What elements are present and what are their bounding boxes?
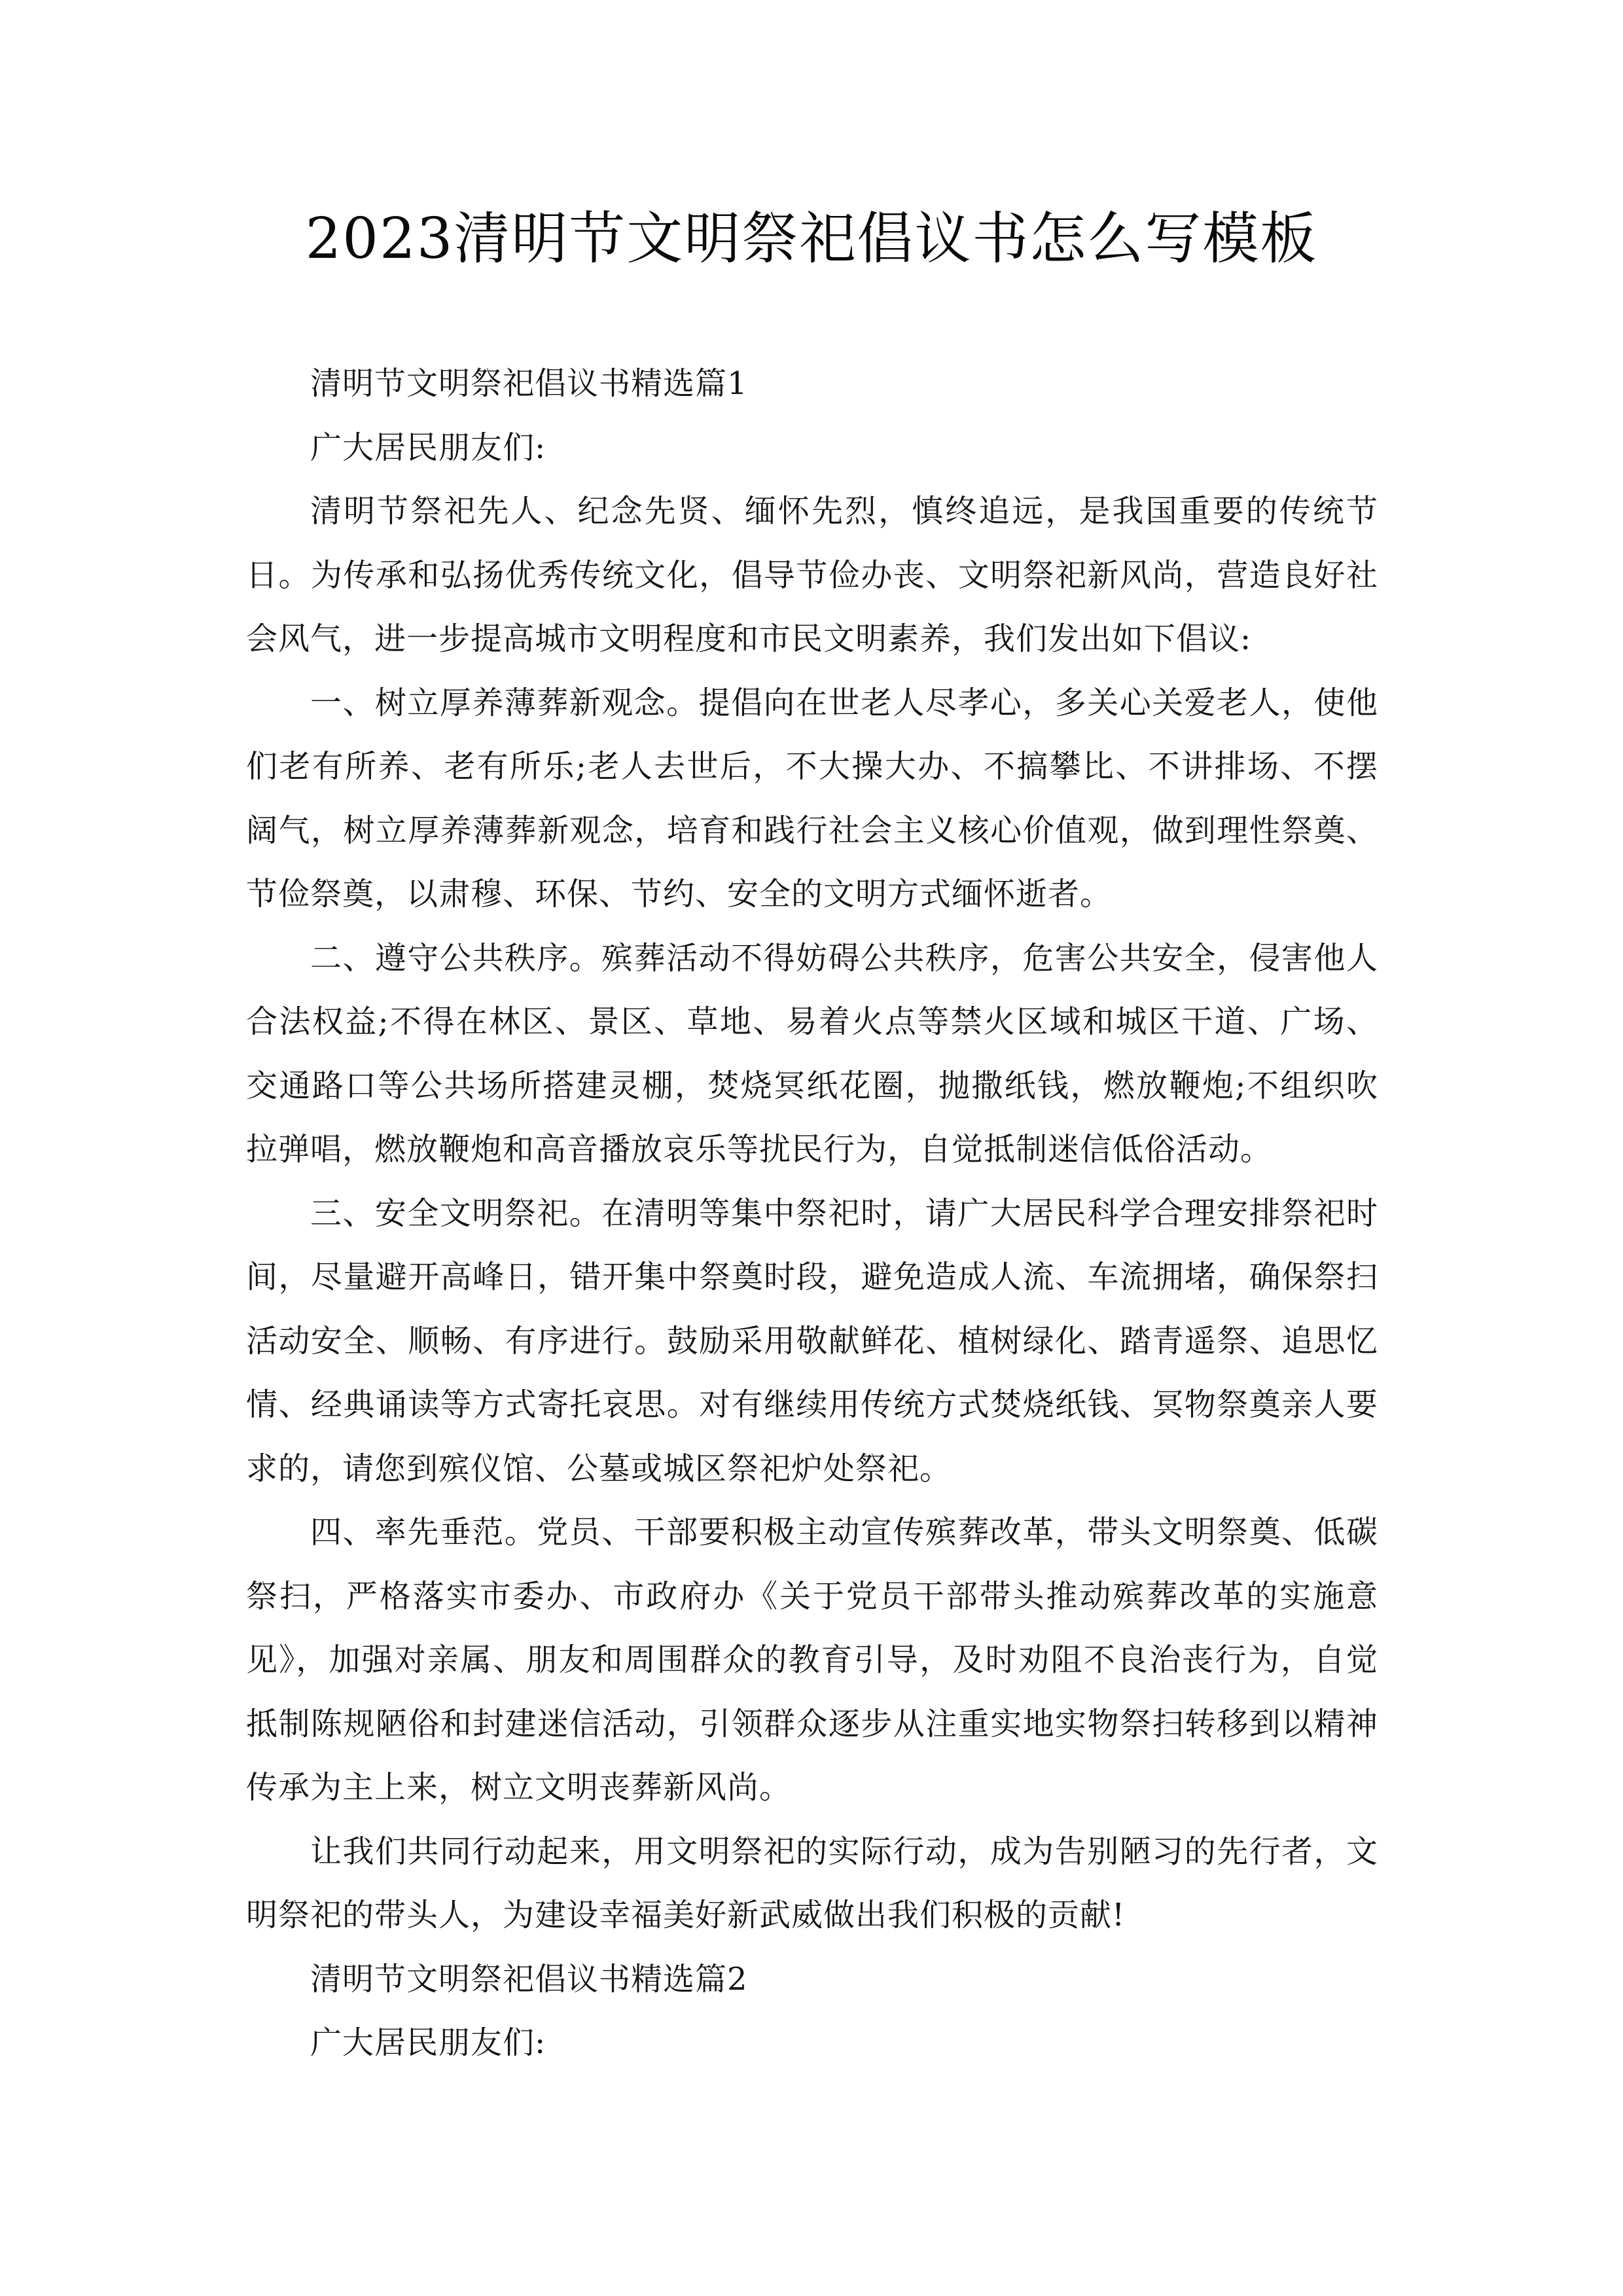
document-title: 2023清明节文明祭祀倡议书怎么写模板 (305, 206, 1318, 272)
proposal-item-1: 一、树立厚养薄葬新观念。提倡向在世老人尽孝心，多关心关爱老人，使他们老有所养、老有所乐;老人去世后，不大操大办、不搞攀比、不讲排场、不摆阔气，树立厚养薄葬新观念，培育和践行社会主义核心价值观，做到理性祭奠、节俭祭奠，以肃穆、环保、节约、安全的文明方式缅怀逝者。 (246, 684, 1378, 912)
closing-paragraph: 让我们共同行动起来，用文明祭祀的实际行动，成为告别陋习的先行者，文明祭祀的带头人，为建设幸福美好新武威做出我们积极的贡献! (246, 1833, 1378, 1933)
salutation-2: 广大居民朋友们: (310, 2024, 546, 2061)
intro-paragraph: 清明节祭祀先人、纪念先贤、缅怀先烈，慎终追远，是我国重要的传统节日。为传承和弘扬优秀传统文化，倡导节俭办丧、文明祭祀新风尚，营造良好社会风气，进一步提高城市文明程度和市民文明素养，我们发出如下倡议: (246, 493, 1378, 657)
section-heading-1: 清明节文明祭祀倡议书精选篇1 (310, 365, 748, 402)
proposal-item-4: 四、率先垂范。党员、干部要积极主动宣传殡葬改革，带头文明祭奠、低碳祭扫，严格落实市委办、市政府办《关于党员干部带头推动殡葬改革的实施意见》，加强对亲属、朋友和周围群众的教育引导，及时劝阻不良治丧行为，自觉抵制陈规陋俗和封建迷信活动，引领群众逐步从注重实地实物祭扫转移到以精神传承为主上来，树立文明丧葬新风尚。 (246, 1514, 1378, 1806)
salutation-1: 广大居民朋友们: (310, 429, 546, 466)
document-body (246, 352, 1378, 2075)
section-heading-2: 清明节文明祭祀倡议书精选篇2 (310, 1960, 748, 1998)
proposal-item-3: 三、安全文明祭祀。在清明等集中祭祀时，请广大居民科学合理安排祭祀时间，尽量避开高峰日，错开集中祭奠时段，避免造成人流、车流拥堵，确保祭扫活动安全、顺畅、有序进行。鼓励采用敬献鲜花、植树绿化、踏青遥祭、追思忆情、经典诵读等方式寄托哀思。对有继续用传统方式焚烧纸钱、冥物祭奠亲人要求的，请您到殡仪馆、公墓或城区祭祀炉处祭祀。 (246, 1194, 1378, 1487)
proposal-item-2: 二、遵守公共秩序。殡葬活动不得妨碍公共秩序，危害公共安全，侵害他人合法权益;不得在林区、景区、草地、易着火点等禁火区域和城区干道、广场、交通路口等公共场所搭建灵棚，焚烧冥纸花圈，抛撒纸钱，燃放鞭炮;不组织吹拉弹唱，燃放鞭炮和高音播放哀乐等扰民行为，自觉抵制迷信低俗活动。 (246, 939, 1378, 1168)
